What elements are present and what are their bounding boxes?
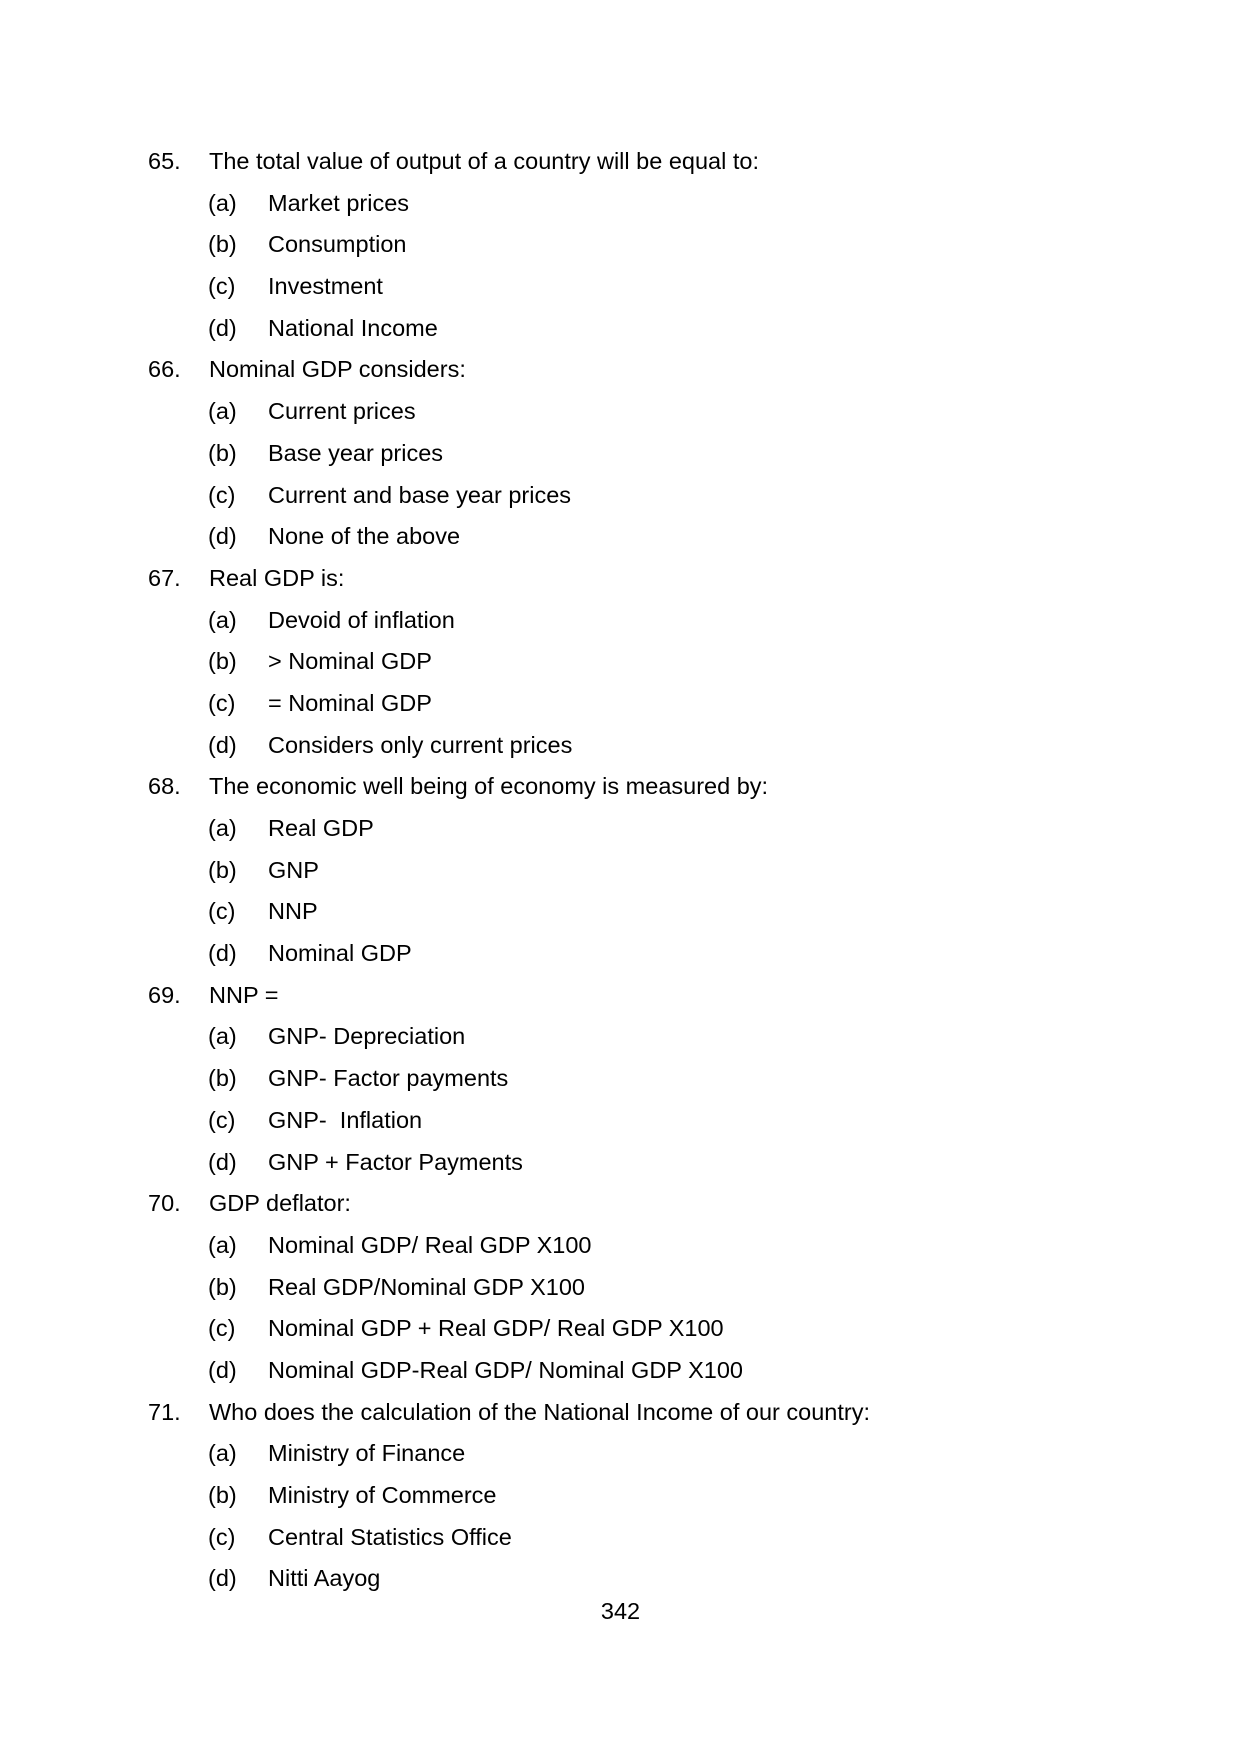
option-line [148, 1267, 1191, 1309]
option-text: GNP- Depreciation [268, 1023, 466, 1050]
option-letter: (d) [208, 314, 237, 341]
option-line [148, 683, 1191, 725]
option-line [148, 1558, 1191, 1600]
question-number: 69. [148, 981, 181, 1008]
option-letter: (a) [208, 1440, 237, 1467]
option-line [148, 516, 1191, 558]
option-text: = Nominal GDP [268, 689, 432, 716]
option-text: Considers only current prices [268, 731, 573, 758]
question-block-68 [148, 766, 1191, 974]
option-line [148, 391, 1191, 433]
question-number: 70. [148, 1190, 181, 1217]
option-line [148, 641, 1191, 683]
option-letter: (b) [208, 439, 237, 466]
option-letter: (d) [208, 1356, 237, 1383]
option-letter: (a) [208, 1231, 237, 1258]
option-letter: (a) [208, 189, 237, 216]
option-text: Base year prices [268, 439, 444, 466]
option-letter: (a) [208, 1023, 237, 1050]
option-letter: (d) [208, 1148, 237, 1175]
option-line [148, 1308, 1191, 1350]
question-number: 66. [148, 356, 181, 383]
option-letter: (b) [208, 1065, 237, 1092]
option-letter: (b) [208, 1273, 237, 1300]
option-letter: (d) [208, 523, 237, 550]
option-line [148, 725, 1191, 767]
option-text: Ministry of Commerce [268, 1482, 497, 1508]
option-line [148, 891, 1191, 933]
question-line [148, 975, 1191, 1017]
option-text: GNP + Factor Payments [268, 1148, 523, 1175]
option-text: > Nominal GDP [268, 648, 432, 675]
option-line [148, 1433, 1191, 1475]
option-letter: (c) [208, 689, 236, 716]
option-line [148, 808, 1191, 850]
option-letter: (c) [208, 481, 236, 508]
option-line [148, 266, 1191, 308]
question-line [148, 141, 1191, 183]
option-line [148, 1016, 1191, 1058]
option-letter: (c) [208, 1106, 236, 1133]
question-number: 65. [148, 148, 181, 174]
option-letter: (c) [208, 273, 236, 300]
option-line [148, 850, 1191, 892]
option-line [148, 600, 1191, 642]
question-block-66 [148, 349, 1191, 557]
option-letter: (b) [208, 1482, 237, 1508]
option-text: Nitti Aayog [268, 1565, 381, 1592]
question-text: Nominal GDP considers: [209, 356, 466, 383]
question-line [148, 558, 1191, 600]
option-text: National Income [268, 314, 438, 341]
option-line [148, 1350, 1191, 1392]
option-text: Nominal GDP [268, 940, 412, 967]
question-text: The total value of output of a country will be equal to: [209, 148, 759, 174]
option-line [148, 475, 1191, 517]
question-text: Who does the calculation of the National Income of our country: [209, 1398, 870, 1425]
option-text: Nominal GDP-Real GDP/ Nominal GDP X100 [268, 1356, 743, 1383]
option-text: Real GDP [268, 815, 374, 841]
option-text: Current prices [268, 398, 416, 425]
option-text: Nominal GDP + Real GDP/ Real GDP X100 [268, 1315, 724, 1342]
option-text: Market prices [268, 189, 410, 216]
option-line [148, 1142, 1191, 1184]
question-text: Real GDP is: [209, 564, 345, 591]
option-text: GNP- Inflation [268, 1106, 423, 1133]
page-number: 342 [600, 1598, 641, 1624]
option-text: GNP- Factor payments [268, 1065, 509, 1092]
option-text: Devoid of inflation [268, 606, 455, 633]
option-line [148, 1475, 1191, 1517]
option-letter: (b) [208, 231, 237, 258]
question-number: 71. [148, 1398, 181, 1425]
option-line [148, 433, 1191, 475]
question-line [148, 1183, 1191, 1225]
question-number: 68. [148, 773, 181, 800]
option-text: Ministry of Finance [268, 1440, 466, 1467]
option-letter: (a) [208, 815, 237, 841]
question-block-70 [148, 1183, 1191, 1391]
option-line [148, 1225, 1191, 1267]
option-line [148, 308, 1191, 350]
question-block-65 [148, 141, 1191, 349]
option-letter: (b) [208, 856, 237, 883]
question-block-67 [148, 558, 1191, 766]
option-line [148, 1517, 1191, 1559]
option-line [148, 183, 1191, 225]
option-letter: (d) [208, 1565, 237, 1592]
option-text: Investment [268, 273, 383, 300]
option-text: GNP [268, 856, 319, 883]
question-text: GDP deflator: [209, 1190, 351, 1217]
option-letter: (a) [208, 606, 237, 633]
option-text: NNP [268, 898, 318, 925]
option-letter: (c) [208, 898, 236, 925]
question-block-71 [148, 1392, 1191, 1600]
question-block-69 [148, 975, 1191, 1183]
option-text: Nominal GDP/ Real GDP X100 [268, 1231, 592, 1258]
option-text: Current and base year prices [268, 481, 572, 508]
option-text: Central Statistics Office [268, 1523, 512, 1550]
option-text: Real GDP/Nominal GDP X100 [268, 1273, 585, 1300]
question-list [148, 141, 1191, 1600]
option-letter: (c) [208, 1315, 236, 1342]
question-line [148, 1392, 1191, 1434]
question-text: The economic well being of economy is measured by: [209, 773, 769, 800]
option-line [148, 1058, 1191, 1100]
question-line [148, 349, 1191, 391]
option-line [148, 224, 1191, 266]
option-line [148, 1100, 1191, 1142]
option-letter: (d) [208, 731, 237, 758]
option-text: Consumption [268, 231, 407, 258]
option-line [148, 933, 1191, 975]
option-text: None of the above [268, 523, 461, 550]
question-line [148, 766, 1191, 808]
option-letter: (b) [208, 648, 237, 675]
option-letter: (d) [208, 940, 237, 967]
option-letter: (a) [208, 398, 237, 425]
question-number: 67. [148, 564, 181, 591]
question-text: NNP = [209, 981, 279, 1008]
option-letter: (c) [208, 1523, 236, 1550]
